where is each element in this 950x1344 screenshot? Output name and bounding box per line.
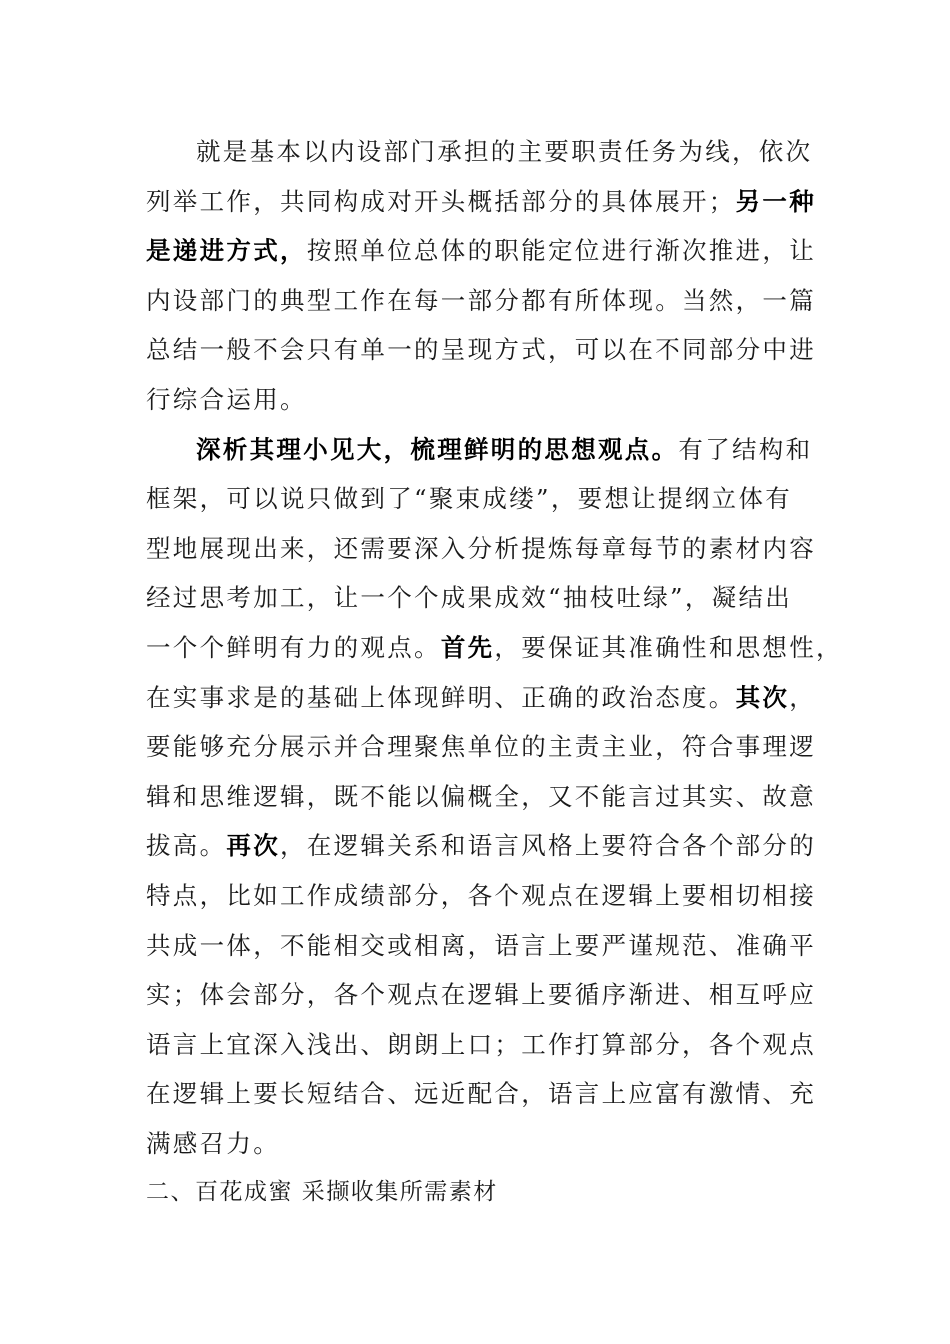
paragraph-line (146, 1069, 826, 1119)
text-run: 共成一体，不能相交或相离，语言上要严谨规范、准确平 (146, 930, 816, 960)
paragraph-line (146, 1119, 826, 1169)
text-run: ，要保证其准确性和思想性， (494, 632, 843, 662)
paragraph-line (146, 970, 826, 1020)
section-heading (146, 1168, 826, 1218)
text-run: 就是基本以内设部门承担的主要职责任务为线，依次 (196, 137, 813, 166)
bold-text-run: 是递进方式， (146, 236, 307, 266)
text-run: 有了结构和 (678, 434, 813, 464)
paragraph-line (146, 772, 826, 822)
paragraph-line (146, 425, 826, 475)
text-run: 框架，可以说只做到了“聚束成缕”，要想让提纲立体有 (146, 484, 793, 514)
paragraph-line (146, 177, 826, 227)
paragraph-line (146, 871, 826, 921)
text-run: 拔高。 (146, 831, 227, 861)
section-heading-text: 二、百花成蜜 采撷收集所需素材 (146, 1179, 498, 1206)
text-run: 特点，比如工作成绩部分，各个观点在逻辑上要相切相接 (146, 880, 816, 910)
text-run: 经过思考加工，让一个个成果成效“抽枝吐绿”，凝结出 (146, 583, 793, 613)
paragraph-line (146, 127, 826, 177)
text-run: 满感召力。 (146, 1128, 280, 1158)
bold-text-run: 另一种 (735, 186, 817, 216)
paragraph-line (146, 673, 826, 723)
document-body (146, 127, 843, 1218)
text-run: 行综合运用。 (146, 384, 307, 414)
text-run: 列举工作，共同构成对开头概括部分的具体展开； (146, 186, 736, 216)
bold-text-run: 首先 (440, 632, 495, 662)
paragraph-line (146, 573, 826, 623)
text-run: 按照单位总体的职能定位进行渐次推进，让 (306, 236, 817, 266)
text-run: 内设部门的典型工作在每一部分都有所体现。当然，一篇 (146, 285, 816, 315)
text-run: 一个个鲜明有力的观点。 (146, 632, 441, 662)
paragraph-line (146, 226, 826, 276)
bold-text-run: 其次 (735, 682, 790, 712)
text-run: 辑和思维逻辑，既不能以偏概全，又不能言过其实、故意 (146, 781, 816, 811)
text-run: ，在逻辑关系和语言风格上要符合各个部分的 (280, 831, 817, 861)
paragraph-line (146, 623, 843, 673)
paragraph-line (146, 921, 826, 971)
paragraph-line (146, 325, 826, 375)
paragraph-line (146, 474, 826, 524)
text-run: ， (789, 682, 817, 712)
text-run: 总结一般不会只有单一的呈现方式，可以在不同部分中进 (146, 335, 816, 365)
text-run: 要能够充分展示并合理聚焦单位的主责主业，符合事理逻 (146, 732, 816, 762)
paragraph-line (146, 276, 826, 326)
text-run: 实；体会部分，各个观点在逻辑上要循序渐进、相互呼应 (146, 980, 816, 1010)
paragraph-line (146, 1020, 826, 1070)
bold-text-run: 深析其理小见大，梳理鲜明的思想观点。 (196, 434, 679, 464)
paragraph-line (146, 375, 826, 425)
paragraph-line (146, 722, 826, 772)
text-run: 语言上宜深入浅出、朗朗上口；工作打算部分，各个观点 (146, 1029, 816, 1059)
paragraph-line (146, 821, 826, 871)
text-run: 型地展现出来，还需要深入分析提炼每章每节的素材内容 (146, 533, 816, 563)
text-run: 在实事求是的基础上体现鲜明、正确的政治态度。 (146, 682, 736, 712)
bold-text-run: 再次 (226, 831, 281, 861)
paragraph-line (146, 524, 826, 574)
text-run: 在逻辑上要长短结合、远近配合，语言上应富有激情、充 (146, 1079, 816, 1109)
